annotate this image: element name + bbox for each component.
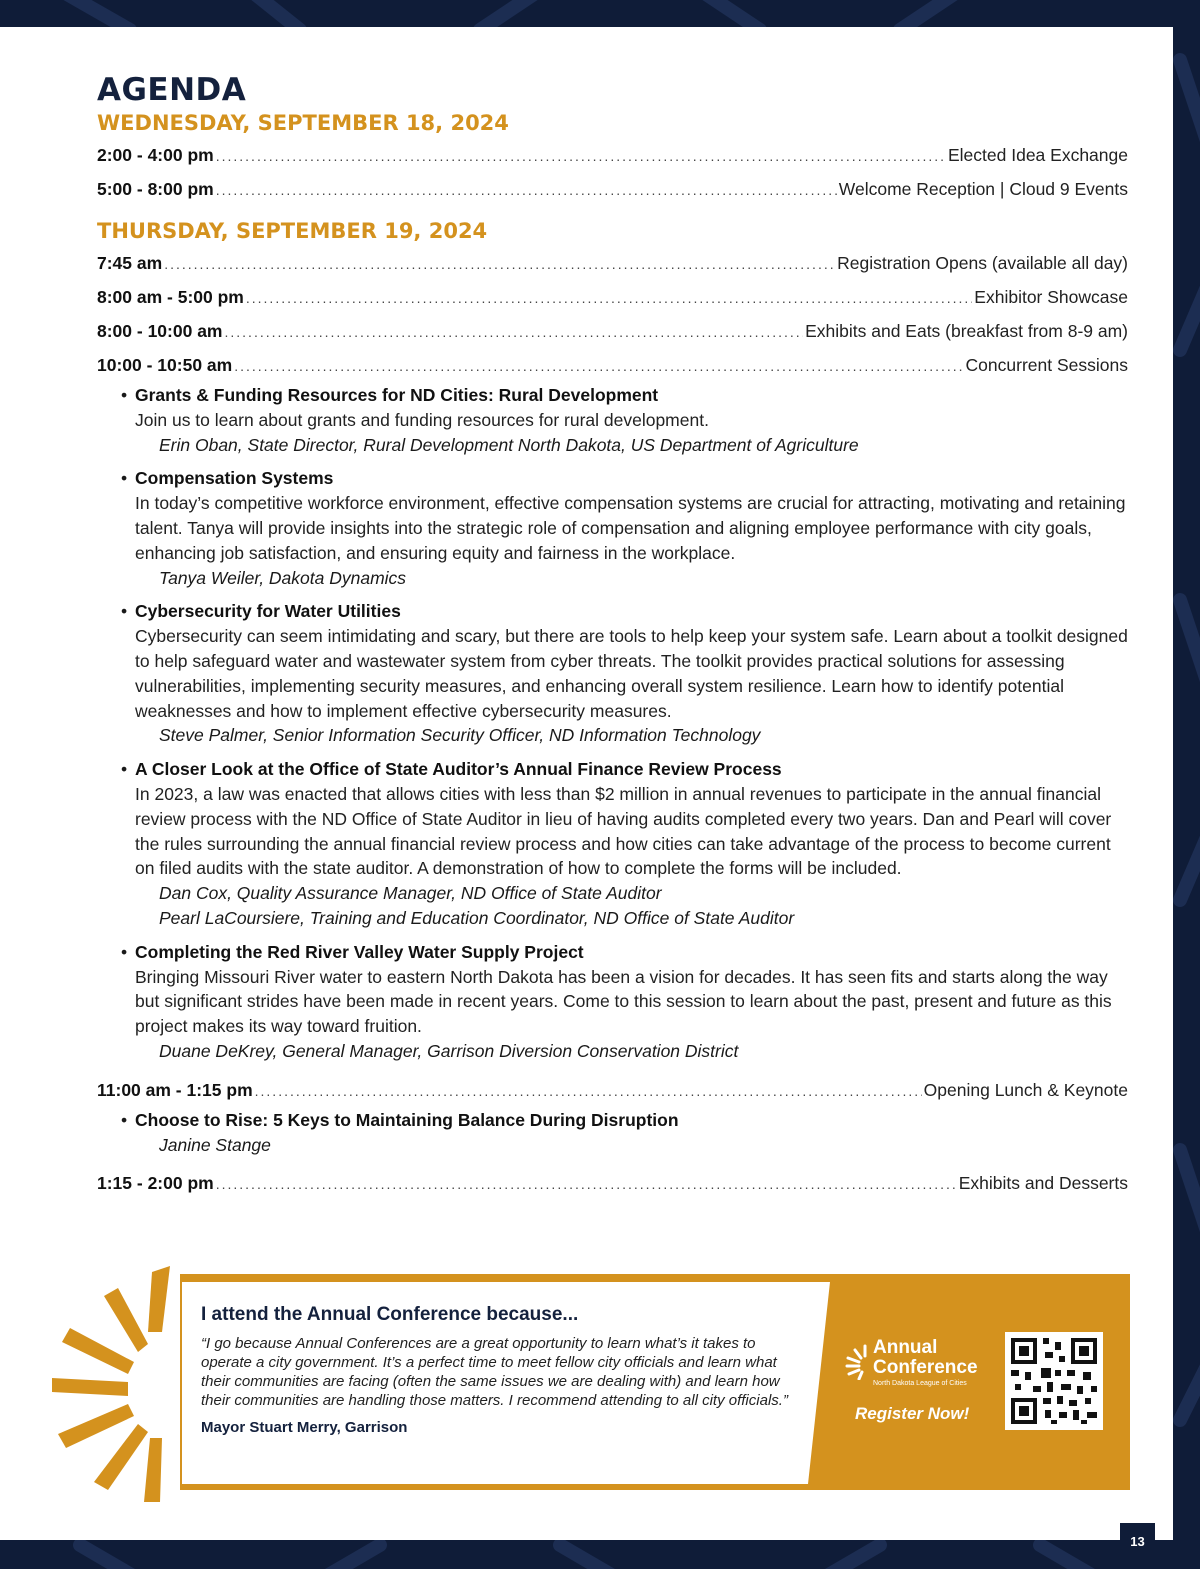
- testimonial-author: Mayor Stuart Merry, Garrison: [201, 1419, 408, 1436]
- keynote-title: Choose to Rise: 5 Keys to Maintaining Balance During Disruption: [135, 1109, 679, 1130]
- session-description: Join us to learn about grants and funding resources for rural development.: [135, 409, 709, 430]
- agenda-time: 8:00 am - 5:00 pm: [97, 287, 244, 307]
- brand-line-1: Annual: [873, 1337, 938, 1358]
- agenda-event: Exhibits and Eats (breakfast from 8-9 am): [805, 321, 1128, 341]
- session-item: [121, 940, 1128, 1064]
- agenda-time: 2:00 - 4:00 pm: [97, 145, 214, 165]
- agenda-time: 1:15 - 2:00 pm: [97, 1173, 214, 1194]
- bullet-icon: •: [121, 468, 128, 489]
- session-speaker: Pearl LaCoursiere, Training and Education Coordinator, ND Office of State Auditor: [159, 907, 795, 928]
- session-speaker: Erin Oban, State Director, Rural Development North Dakota, US Department of Agriculture: [159, 434, 859, 455]
- agenda-event: Concurrent Sessions: [965, 355, 1128, 375]
- agenda-event: Exhibitor Showcase: [974, 287, 1128, 307]
- agenda-row: [97, 172, 1128, 206]
- page-title: AGENDA: [97, 72, 247, 108]
- agenda-event: Exhibits and Desserts: [958, 1173, 1128, 1194]
- session-description: In today’s competitive workforce environment, effective compensation systems are crucial for attracting, motivating and retaining talent. Tanya will provide insights into the strategic role of compensation and aligning employee performance with city goals, enhancing job satisfaction, and ensuring equity and fairness in the workplace.: [135, 493, 1126, 563]
- dot-leader: [164, 247, 835, 280]
- agenda-row: [97, 1166, 1128, 1200]
- agenda-event: Opening Lunch & Keynote: [923, 1079, 1128, 1100]
- bullet-icon: •: [121, 385, 128, 405]
- session-description: Bringing Missouri River water to eastern North Dakota has been a vision for decades. It has seen fits and starts along the way but significant strides have been made in recent years. Come to this session to learn about the past, present and future as this project makes its way toward fruition.: [135, 966, 1112, 1037]
- agenda-time: 8:00 - 10:00 am: [97, 321, 223, 341]
- sunburst-icon: [52, 1262, 172, 1502]
- dot-leader: [216, 139, 946, 172]
- agenda-time: 10:00 - 10:50 am: [97, 355, 233, 375]
- keynote-speaker: Janine Stange: [159, 1134, 271, 1155]
- session-item: [121, 599, 1128, 748]
- register-now-link[interactable]: Register Now!: [855, 1404, 970, 1423]
- session-title: Compensation Systems: [135, 468, 334, 489]
- qr-code-icon[interactable]: [1005, 1332, 1103, 1430]
- day-heading-thursday: THURSDAY, SEPTEMBER 19, 2024: [97, 219, 488, 243]
- agenda-time: 11:00 am - 1:15 pm: [97, 1079, 253, 1100]
- dot-leader: [234, 349, 963, 382]
- testimonial-heading: I attend the Annual Conference because...: [201, 1304, 579, 1325]
- page-number: 13: [1120, 1523, 1155, 1561]
- session-speaker: Duane DeKrey, General Manager, Garrison Diversion Conservation District: [159, 1040, 739, 1061]
- agenda-event: Registration Opens (available all day): [837, 253, 1128, 273]
- agenda-row: [97, 314, 1128, 348]
- dot-leader: [225, 315, 804, 348]
- session-speaker: Tanya Weiler, Dakota Dynamics: [159, 567, 407, 588]
- agenda-content: [97, 72, 1128, 1200]
- agenda-row: [97, 246, 1128, 280]
- session-description: In 2023, a law was enacted that allows cities with less than $2 million in annual revenues to participate in the annual financial review process with the ND Office of State Auditor in lieu of having audits completed every two years. Dan and Pearl will cover the rules surrounding the annual financial review process and how cities can take advantage of the process to become current on filed audits with the state auditor. A demonstration of how to complete the forms will be included.: [135, 783, 1112, 879]
- dot-leader: [216, 173, 837, 206]
- brand-subtitle: North Dakota League of Cities: [873, 1380, 967, 1387]
- keynote-item: [121, 1108, 1128, 1158]
- session-speaker: Dan Cox, Quality Assurance Manager, ND Office of State Auditor: [159, 883, 662, 904]
- session-description: Cybersecurity can seem intimidating and scary, but there are tools to help keep your system safe. Learn about a toolkit designed to help safeguard water and wastewater system from cyber threats. The toolkit provides practical solutions for assessing vulnerabilities, implementing security measures, and enhancing overall system resilience. Learn how to identify potential weaknesses and how to implement effective cybersecurity measures.: [135, 626, 1128, 721]
- logo-sunburst-icon: [845, 1344, 869, 1380]
- bullet-icon: •: [121, 759, 128, 780]
- testimonial-callout: [180, 1274, 1130, 1490]
- agenda-event: Welcome Reception | Cloud 9 Events: [838, 179, 1128, 199]
- testimonial-quote: “I go because Annual Conferences are a great opportunity to learn what’s it takes to operate a city government. It’s a perfect time to meet fellow city officials and learn what their communities are facing (often the same issues we are dealing with) and learn how their communities are handling those matters. I recommend attending to all city officials.”: [201, 1335, 788, 1409]
- agenda-row: [97, 1073, 1128, 1107]
- agenda-time: 7:45 am: [97, 253, 163, 273]
- dot-leader: [255, 1074, 922, 1107]
- agenda-row: [97, 138, 1128, 172]
- dot-leader: [246, 281, 972, 314]
- dot-leader: [216, 1167, 957, 1200]
- agenda-row: [97, 280, 1128, 314]
- agenda-event: Elected Idea Exchange: [948, 145, 1128, 165]
- session-item: [121, 466, 1128, 590]
- session-title: A Closer Look at the Office of State Auditor’s Annual Finance Review Process: [135, 759, 782, 780]
- agenda-row: [97, 348, 1128, 382]
- agenda-time: 5:00 - 8:00 pm: [97, 179, 214, 199]
- bullet-icon: •: [121, 941, 128, 962]
- session-title: Grants & Funding Resources for ND Cities: Rural Development: [135, 385, 659, 405]
- session-item: [121, 383, 1128, 457]
- brand-line-2: Conference: [873, 1357, 978, 1378]
- session-speaker: Steve Palmer, Senior Information Security Officer, ND Information Technology: [159, 725, 761, 746]
- session-title: Cybersecurity for Water Utilities: [135, 601, 401, 622]
- bullet-icon: •: [121, 1109, 128, 1130]
- day-heading-wednesday: WEDNESDAY, SEPTEMBER 18, 2024: [97, 111, 509, 135]
- session-item: [121, 757, 1128, 931]
- testimonial-text: [201, 1304, 801, 1436]
- session-title: Completing the Red River Valley Water Supply Project: [135, 941, 584, 962]
- bullet-icon: •: [121, 601, 128, 622]
